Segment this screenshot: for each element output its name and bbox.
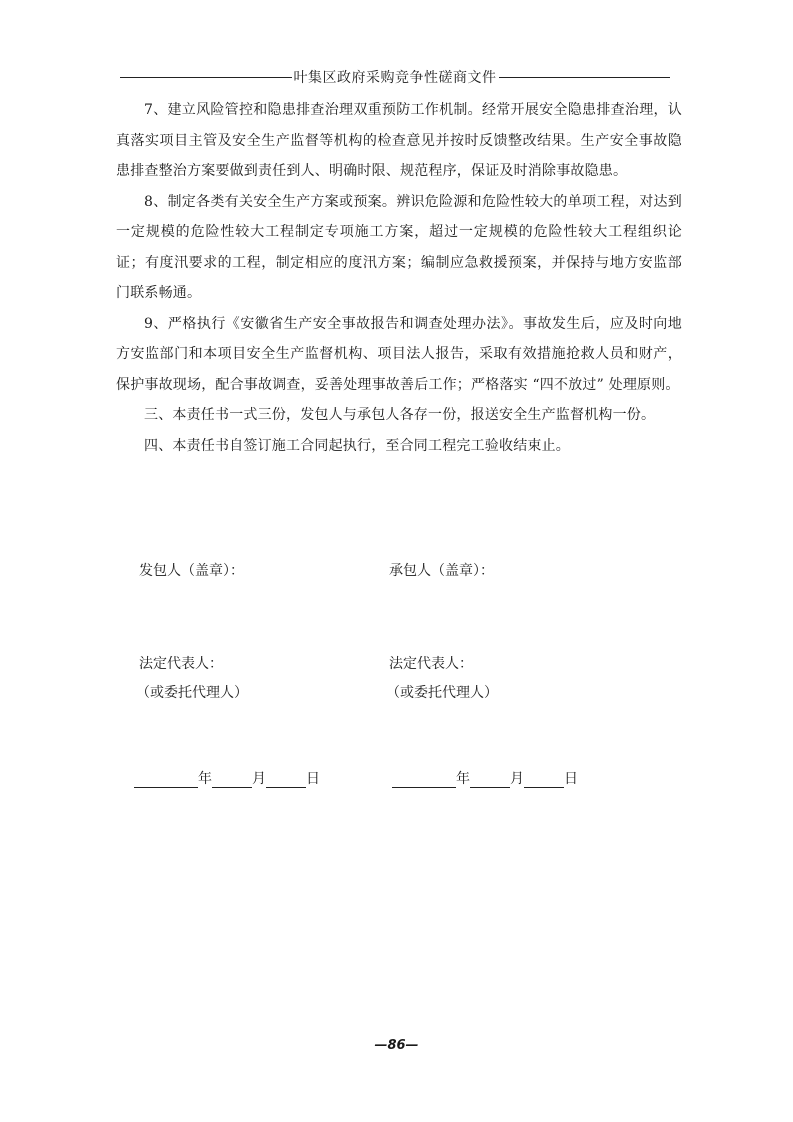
paragraph-8: 8、制定各类有关安全生产方案或预案。辨识危险源和危险性较大的单项工程，对达到一定规模的危险性较大工程制定专项施工方案，超过一定规模的危险性较大工程组织论证；有度汛要求的工程，制定相应的度汛方案；编制应急救援预案，并保持与地方安监部门联系畅通。	[116, 193, 682, 301]
contractor-date-line	[392, 768, 578, 788]
day-label: 日	[306, 771, 320, 787]
day-blank	[266, 771, 306, 788]
month-blank	[212, 771, 252, 788]
year-label: 年	[198, 771, 212, 787]
day-label: 日	[564, 771, 578, 787]
employer-agent-label: （或委托代理人）	[136, 685, 248, 701]
document-header	[120, 66, 670, 88]
month-label: 月	[510, 771, 524, 787]
year-blank	[392, 771, 456, 788]
month-label: 月	[252, 771, 266, 787]
header-title: 叶集区政府采购竞争性磋商文件	[293, 70, 497, 86]
employer-legal-rep-label: 法定代表人：	[139, 656, 223, 672]
header-rule-left	[120, 77, 292, 78]
year-label: 年	[456, 771, 470, 787]
document-body	[116, 95, 682, 461]
contractor-seal-label: 承包人（盖章）：	[389, 563, 494, 579]
contractor-legal-rep-label: 法定代表人：	[389, 656, 473, 672]
employer-seal-label: 发包人（盖章）：	[139, 563, 244, 579]
paragraph-validity: 四、本责任书自签订施工合同起执行，至合同工程完工验收结束止。	[144, 437, 570, 454]
paragraph-copies: 三、本责任书一式三份，发包人与承包人各存一份，报送安全生产监督机构一份。	[144, 407, 656, 423]
employer-date-line	[134, 768, 320, 788]
month-blank	[470, 771, 510, 788]
contractor-agent-label: （或委托代理人）	[386, 685, 498, 701]
paragraph-9: 9、严格执行《安徽省生产安全事故报告和调查处理办法》。事故发生后，应及时向地方安监部门和本项目安全生产监督机构、项目法人报告，采取有效措施抢救人员和财产，保护事故现场，配合事故调查，妥善处理事故善后工作；严格落实 “四不放过” 处理原则。	[116, 315, 682, 393]
year-blank	[134, 771, 198, 788]
header-rule-right	[499, 77, 671, 78]
day-blank	[524, 771, 564, 788]
page-number: —86—	[374, 1038, 419, 1053]
paragraph-7: 7、建立风险管控和隐患排查治理双重预防工作机制。经常开展安全隐患排查治理，认真落实项目主管及安全生产监督等机构的检查意见并按时反馈整改结果。生产安全事故隐患排查整治方案要做到责任到人、明确时限、规范程序，保证及时消除事故隐患。	[116, 102, 682, 179]
